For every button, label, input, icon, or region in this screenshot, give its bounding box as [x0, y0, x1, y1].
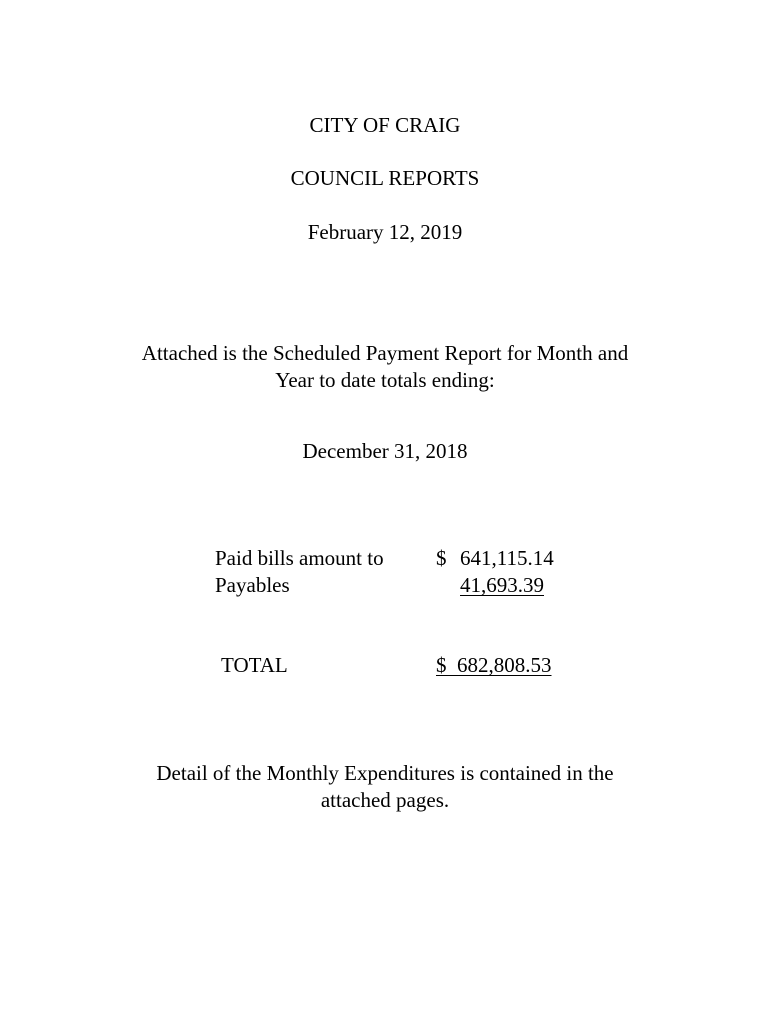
total-amount: $ 682,808.53: [436, 653, 552, 677]
intro-line-2: Year to date totals ending:: [275, 368, 495, 392]
footer-paragraph: [85, 760, 685, 814]
paid-bills-label: Paid bills amount to: [215, 546, 384, 570]
payables-amount: 41,693.39: [460, 573, 544, 597]
total-label: TOTAL: [221, 653, 288, 677]
intro-line-1: Attached is the Scheduled Payment Report for Month and: [141, 341, 629, 365]
report-title: COUNCIL REPORTS: [290, 166, 480, 190]
footer-line-2: attached pages.: [320, 788, 450, 812]
city-name: CITY OF CRAIG: [309, 113, 461, 137]
period-end-date: December 31, 2018: [302, 439, 468, 463]
report-date: February 12, 2019: [307, 220, 463, 244]
intro-paragraph: [85, 340, 685, 394]
paid-bills-amount: 641,115.14: [460, 546, 554, 570]
paid-bills-currency: $: [436, 546, 447, 570]
payables-label: Payables: [215, 573, 290, 597]
footer-line-1: Detail of the Monthly Expenditures is contained in the: [156, 761, 614, 785]
